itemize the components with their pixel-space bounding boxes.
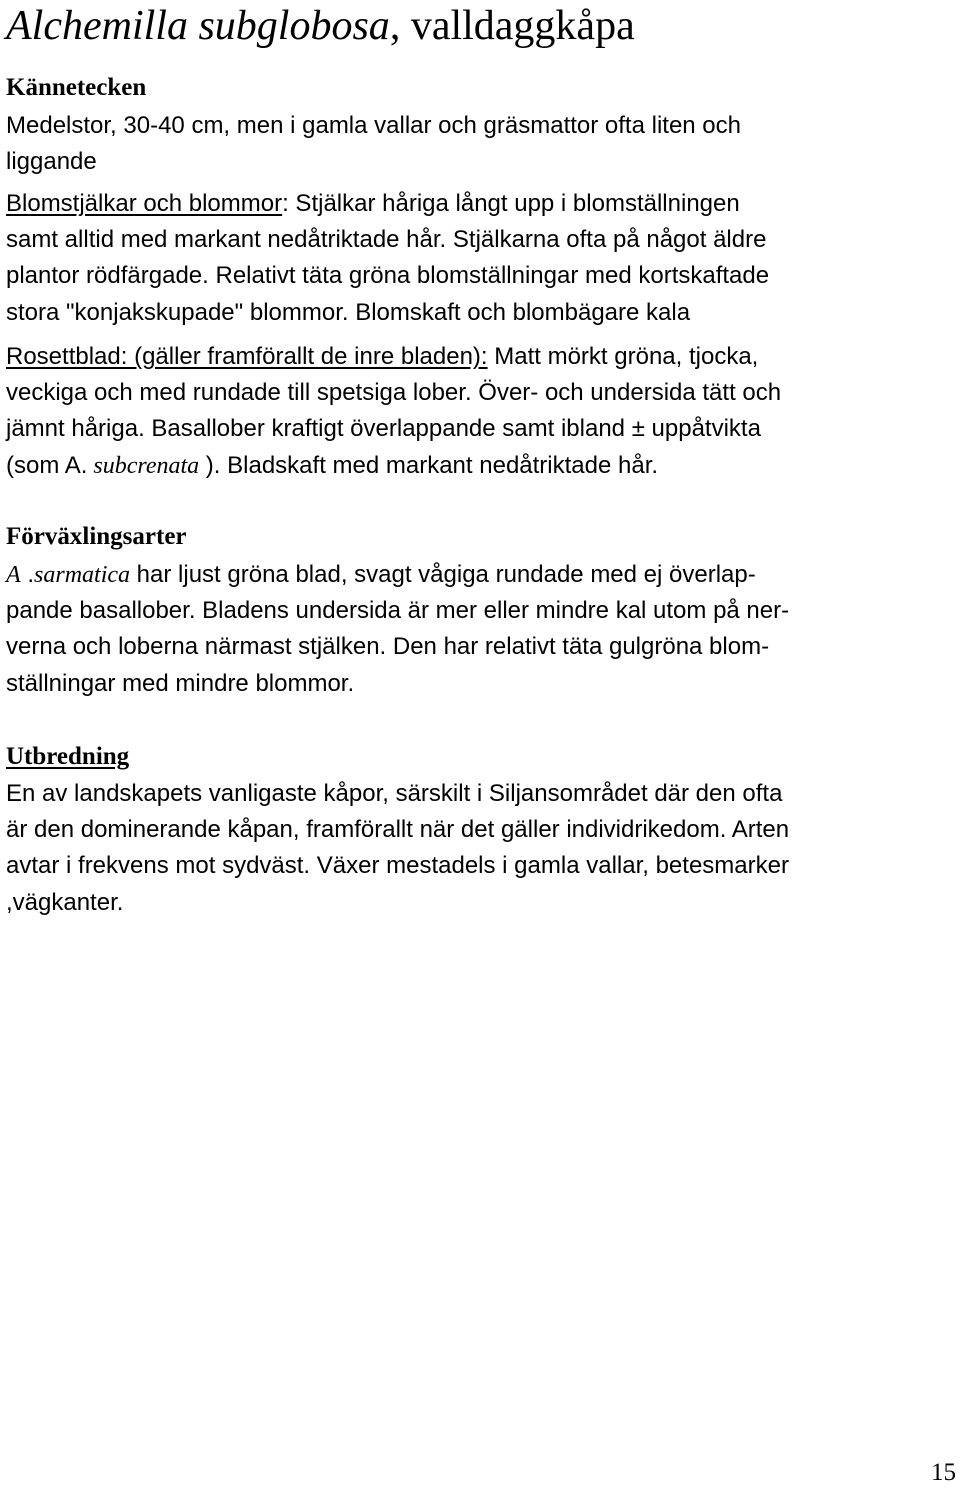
scientific-name: Alchemilla subglobosa <box>6 3 390 49</box>
page-number: 15 <box>931 1459 956 1486</box>
rosettblad-paragraph <box>6 339 946 484</box>
text-line: veckiga och med rundade till spetsiga lober. Över- och undersida tätt och <box>6 379 782 407</box>
text-line <box>6 448 946 484</box>
heading-kannetecken: Kännetecken <box>6 74 147 101</box>
text-line: ,vägkanter. <box>6 888 124 916</box>
genus-abbrev: A. <box>64 451 88 479</box>
text-run: har ljust gröna blad, svagt vågiga rundade med ej överlap- <box>130 561 756 588</box>
utbredning-paragraph <box>6 776 946 921</box>
text-run: plantor rödfärgade. <box>6 262 209 290</box>
text-line: verna och loberna närmast stjälken. Den har relativt täta gulgröna blom- <box>6 633 770 661</box>
text-line <box>6 258 946 294</box>
text-line: är den dominerande kåpan, framförallt när det gäller individrikedom. Arten <box>6 816 790 844</box>
text-line <box>6 295 946 331</box>
blomstjalkar-paragraph <box>6 186 946 331</box>
genus-abbrev: A <box>6 562 21 588</box>
species-name: subcrenata <box>87 452 200 479</box>
species-name: sarmatica <box>34 562 131 588</box>
text-run: Stjälkar håriga långt upp i blomställningen <box>288 190 740 217</box>
text-line <box>6 339 946 375</box>
rosettblad-label: Rosettblad: (gäller framförallt de inre bladen): <box>6 343 488 370</box>
page-title <box>6 2 635 50</box>
colon: : <box>282 190 289 217</box>
text-line: Medelstor, 30-40 cm, men i gamla vallar och gräsmattor ofta liten och <box>6 112 741 139</box>
text-run: samt alltid med markant nedåtriktade hår. <box>6 226 447 254</box>
text-line: En av landskapets vanligaste kåpor, särskilt i Siljansområdet där den ofta <box>6 780 783 807</box>
text-line: pande basallober. Bladens undersida är mer eller mindre kal utom på ner- <box>6 597 790 625</box>
text-run: Matt mörkt gröna, tjocka, <box>487 343 759 370</box>
title-separator: , <box>389 3 411 49</box>
text-run: Blomskaft och blombägare kala <box>348 298 691 326</box>
text-line <box>6 222 946 258</box>
dot: . <box>20 561 35 588</box>
text-run: ). Bladskaft med markant nedåtriktade hår. <box>199 451 659 479</box>
text-line <box>6 557 946 593</box>
text-line: liggande <box>6 148 97 176</box>
text-run: Relativt täta gröna blomställningar med kortskaftade <box>208 262 770 290</box>
text-line: jämnt håriga. Basallober kraftigt överlappande samt ibland ± uppåtvikta <box>6 415 761 443</box>
heading-utbredning: Utbredning <box>6 743 130 770</box>
text-run: Stjälkarna ofta på något äldre <box>446 226 767 254</box>
blomstjalkar-label: Blomstjälkar och blommor <box>6 190 283 217</box>
common-name: valldaggkåpa <box>410 3 635 49</box>
forvaxlingsarter-paragraph <box>6 557 946 702</box>
kannetecken-intro <box>6 108 946 180</box>
heading-forvaxlingsarter: Förväxlingsarter <box>6 523 187 550</box>
text-line: avtar i frekvens mot sydväst. Växer mestadels i gamla vallar, betesmarker <box>6 852 789 880</box>
text-run: stora "konjakskupade" blommor. <box>6 298 349 326</box>
text-run: (som <box>6 451 65 479</box>
text-line: ställningar med mindre blommor. <box>6 669 355 697</box>
text-line <box>6 186 946 222</box>
